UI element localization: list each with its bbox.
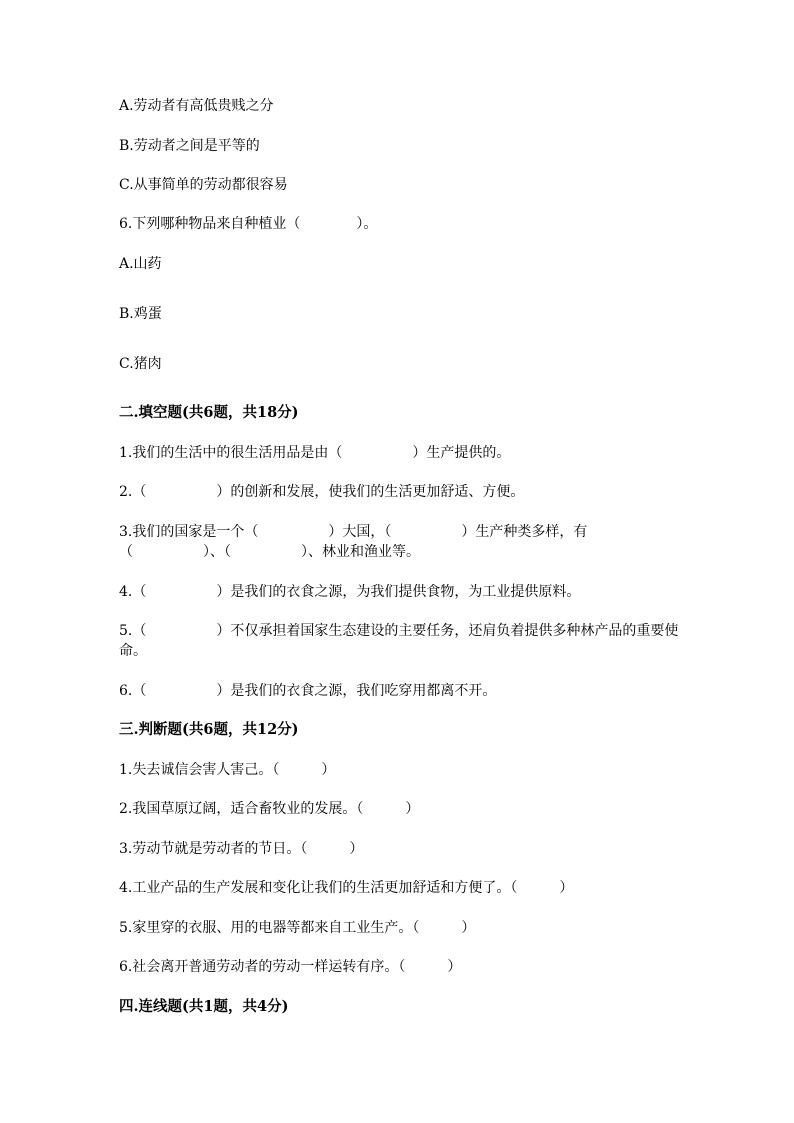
true-false-item-3: 3.劳动节就是劳动者的节日。（ ） xyxy=(119,841,364,857)
fill-blank-item-4: 4.（ ）是我们的衣食之源，为我们提供食物，为工业提供原料。 xyxy=(119,584,581,600)
option-6a: A.山药 xyxy=(119,256,162,272)
section-heading-true-false: 三.判断题(共6题，共12分) xyxy=(119,721,299,738)
option-6c: C.猪肉 xyxy=(119,356,162,372)
true-false-item-4: 4.工业产品的生产发展和变化让我们的生活更加舒适和方便了。（ ） xyxy=(119,880,574,896)
fill-blank-item-2: 2.（ ）的创新和发展，使我们的生活更加舒适、方便。 xyxy=(119,484,525,500)
option-5c: C.从事简单的劳动都很容易 xyxy=(119,177,288,193)
option-5a: A.劳动者有高低贵贱之分 xyxy=(119,98,274,114)
option-5b: B.劳动者之间是平等的 xyxy=(119,138,260,154)
fill-blank-item-5: 5.（ ）不仅承担着国家生态建设的主要任务，还肩负着提供多种林产品的重要使命。 xyxy=(119,623,679,659)
true-false-item-2: 2.我国草原辽阔，适合畜牧业的发展。（ ） xyxy=(119,801,420,817)
section-heading-matching: 四.连线题(共1题，共4分) xyxy=(119,998,289,1015)
question-6: 6.下列哪种物品来自种植业（ ）。 xyxy=(119,216,378,232)
true-false-item-6: 6.社会离开普通劳动者的劳动一样运转有序。（ ） xyxy=(119,959,462,975)
true-false-item-1: 1.失去诚信会害人害己。（ ） xyxy=(119,762,336,778)
true-false-item-5: 5.家里穿的衣服、用的电器等都来自工业生产。（ ） xyxy=(119,920,476,936)
option-6b: B.鸡蛋 xyxy=(119,306,162,322)
fill-blank-item-1: 1.我们的生活中的很生活用品是由（ ）生产提供的。 xyxy=(119,445,511,461)
fill-blank-item-3: 3.我们的国家是一个（ ）大国，（ ）生产种类多样，有（ ）、（ ）、林业和渔业等。 xyxy=(119,524,588,560)
fill-blank-item-6: 6.（ ）是我们的衣食之源，我们吃穿用都离不开。 xyxy=(119,683,497,699)
section-heading-fill-blank: 二.填空题(共6题，共18分) xyxy=(119,404,299,421)
